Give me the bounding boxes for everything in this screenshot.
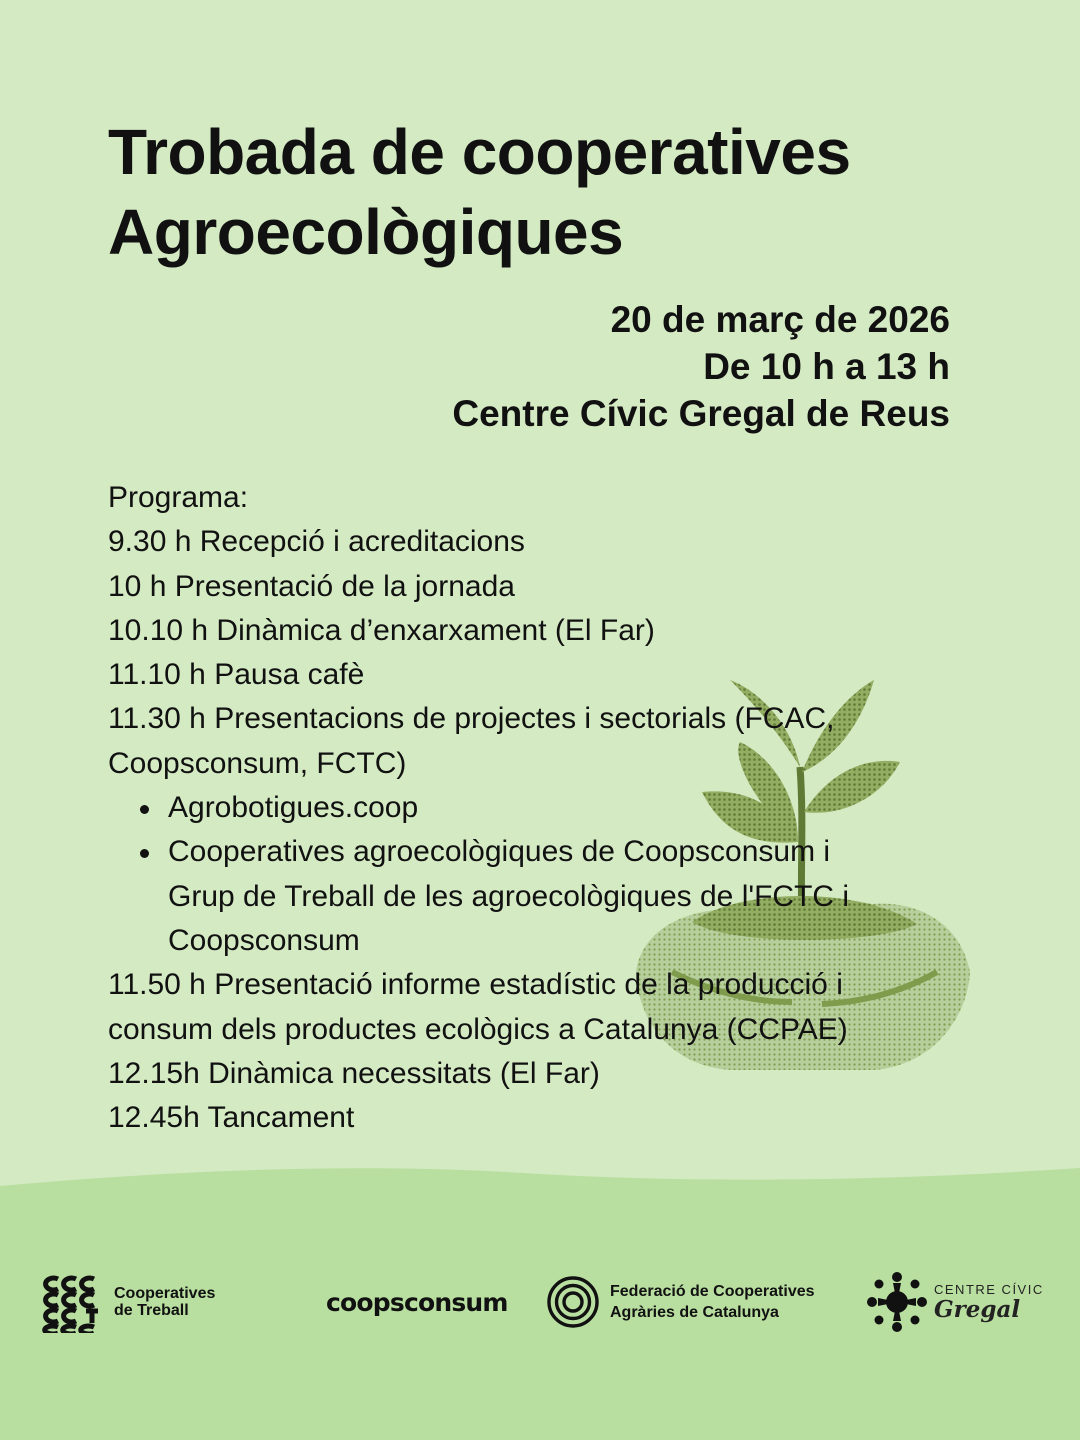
- event-info: [452, 296, 950, 437]
- gregal-script-text: Gregal: [934, 1295, 1021, 1323]
- logo-coopsconsum: [326, 1262, 508, 1342]
- bullet-item: [168, 830, 988, 963]
- gregal-top-text: CENTRE CÍVIC: [934, 1281, 1044, 1297]
- coopsconsum-wordmark: coopsconsum: [326, 1287, 508, 1317]
- program-item: 9.30 h Recepció i acreditacions: [108, 525, 525, 559]
- poster-title: [108, 112, 1008, 272]
- gregal-text: [934, 1282, 1044, 1323]
- partner-logos: [0, 1262, 1080, 1342]
- event-date: 20 de març de 2026: [610, 299, 950, 340]
- program-bullet-list: [108, 786, 988, 963]
- program-item: 12.45h Tancament: [108, 1101, 355, 1135]
- bullet-text: Grup de Treball de les agroecològiques de l'FCTC i: [168, 879, 850, 913]
- logo-cooperatives-de-treball: [42, 1262, 215, 1342]
- program-item: 11.30 h Presentacions de projectes i sectorials (FCAC,: [108, 702, 835, 736]
- program-item: 11.10 h Pausa cafè: [108, 658, 365, 692]
- program-heading: Programa:: [108, 481, 249, 514]
- concentric-circles-icon: [546, 1275, 600, 1329]
- fcac-line-1: Federació de Cooperatives: [610, 1283, 815, 1300]
- bullet-text: Coopsconsum: [168, 923, 360, 957]
- bullet-text: Cooperatives agroecològiques de Coopsconsum i: [168, 835, 831, 869]
- program-item: consum dels productes ecològics a Catalunya (CCPAE): [108, 1012, 848, 1046]
- logo-centre-civic-gregal: [866, 1262, 1044, 1342]
- cct-mark-icon: [42, 1271, 100, 1333]
- logo-fcac: [546, 1262, 815, 1342]
- coop-treball-text: [114, 1285, 215, 1319]
- program-section: [108, 476, 988, 1140]
- program-item: 11.50 h Presentació informe estadístic de la producció i: [108, 968, 843, 1002]
- event-venue: Centre Cívic Gregal de Reus: [452, 393, 950, 434]
- bullet-item: Agrobotigues.coop: [168, 786, 988, 830]
- title-line-1: Trobada de cooperatives: [108, 116, 851, 188]
- coop-treball-line-1: Cooperatives: [114, 1285, 216, 1302]
- coop-treball-line-2: de Treball: [114, 1302, 189, 1319]
- fcac-line-2: Agràries de Catalunya: [610, 1304, 779, 1321]
- program-item: Coopsconsum, FCTC): [108, 746, 407, 780]
- sun-people-icon: [866, 1271, 928, 1333]
- title-line-2: Agroecològiques: [108, 196, 624, 268]
- event-time: De 10 h a 13 h: [703, 346, 950, 387]
- program-item: 10.10 h Dinàmica d’enxarxament (El Far): [108, 613, 655, 647]
- program-item: 10 h Presentació de la jornada: [108, 569, 515, 603]
- fcac-text: [610, 1281, 815, 1323]
- program-item: 12.15h Dinàmica necessitats (El Far): [108, 1056, 600, 1090]
